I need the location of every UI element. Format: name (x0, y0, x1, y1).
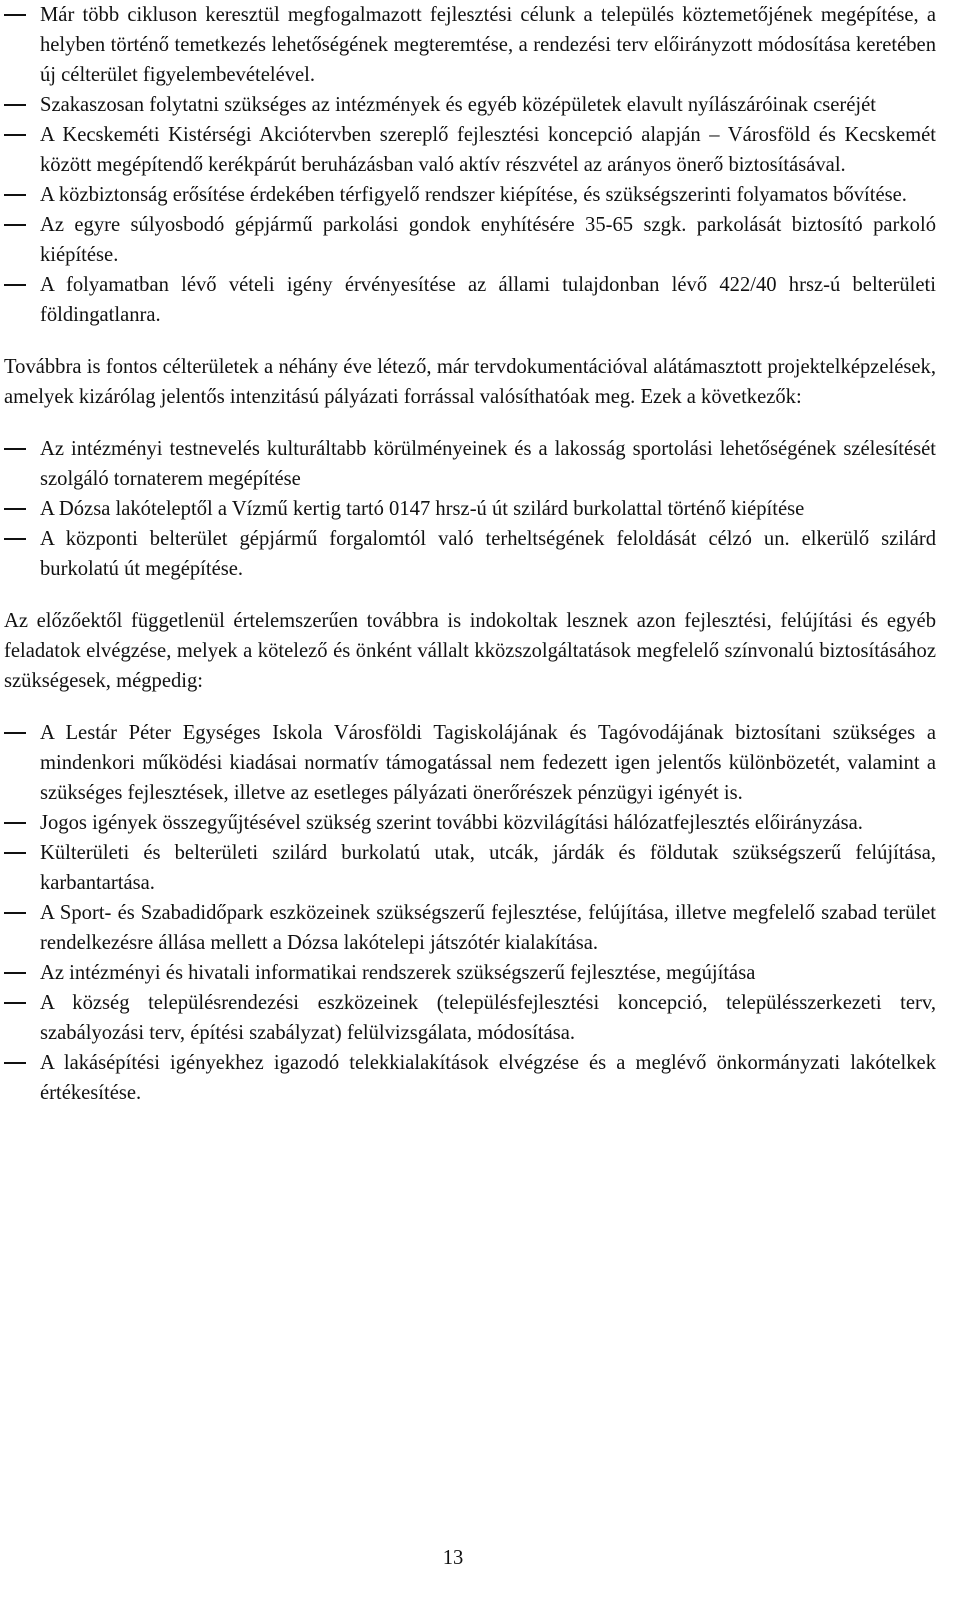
spacer (4, 330, 936, 352)
list-item-text: Az intézményi és hivatali informatikai rendszerek szükségszerű fejlesztése, megújítása (40, 962, 756, 984)
list-item (4, 898, 936, 958)
list-item-text: A központi belterület gépjármű forgalomtól való terheltségének feloldását célzó un. elkerülő szilárd burkolatú út megépítése. (40, 528, 936, 580)
list-item (4, 988, 936, 1048)
list-item-text: A folyamatban lévő vételi igény érvényesítése az állami tulajdonban lévő 422/40 hrsz-ú belterületi földingatlanra. (40, 274, 936, 326)
list-item-text: A Dózsa lakóteleptől a Vízmű kertig tartó 0147 hrsz-ú út szilárd burkolattal történő kiépítése (40, 498, 805, 520)
list-item (4, 270, 936, 330)
dash-bullet-icon (4, 284, 26, 286)
dash-bullet-icon (4, 822, 26, 824)
list-item-text: Már több cikluson keresztül megfogalmazott fejlesztési célunk a település köztemetőjének megépítése, a helyben történő temetkezés lehetőségének megteremtése, a rendezési terv előirányzott módosítása keretében új célterület figyelembevételével. (40, 4, 936, 86)
list-item-text: Külterületi és belterületi szilárd burkolatú utak, utcák, járdák és földutak szükségszerű felújítása, karbantartása. (40, 842, 936, 894)
dash-bullet-icon (4, 104, 26, 106)
dash-bullet-icon (4, 732, 26, 734)
list-item (4, 718, 936, 808)
dash-bullet-icon (4, 14, 26, 16)
list-item (4, 1048, 936, 1108)
list-item (4, 808, 936, 838)
dash-bullet-icon (4, 1002, 26, 1004)
list-item-text: A község településrendezési eszközeinek (településfejlesztési koncepció, településszerkezeti terv, szabályozási terv, építési szabályzat) felülvizsgálata, módosítása. (40, 992, 936, 1044)
project-ideas-list (4, 434, 936, 584)
list-item-text: Az egyre súlyosbodó gépjármű parkolási gondok enyhítésére 35-65 szgk. parkolását biztosító parkoló kiépítése. (40, 214, 936, 266)
list-item-text: A lakásépítési igényekhez igazodó telekkialakítások elvégzése és a meglévő önkormányzati lakótelkek értékesítése. (40, 1052, 936, 1104)
page-number: 13 (442, 1547, 464, 1569)
list-item-text: A Sport- és Szabadidőpark eszközeinek szükségszerű fejlesztése, felújítása, illetve megfelelő szabad terület rendelkezésre állása mellett a Dózsa lakótelepi játszótér kialakítása. (40, 902, 936, 954)
dash-bullet-icon (4, 972, 26, 974)
list-item (4, 434, 936, 494)
paragraph-target-areas: Továbbra is fontos célterületek a néhány éve létező, már tervdokumentációval alátámasztott projektelképzelések, amelyek kizárólag jelentős intenzitású pályázati forrással valósíthatóak meg. Ezek a következők: (4, 356, 936, 408)
dash-bullet-icon (4, 912, 26, 914)
list-item-text: A Lestár Péter Egységes Iskola Városföldi Tagiskolájának és Tagóvodájának biztosítani szükséges a mindenkori működési kiadásai normatív támogatással nem fedezett igen jelentős különbözetét, valamint a szükséges fejlesztések, illetve az esetleges pályázati önerőrészek pénzügyi igényét is. (40, 722, 936, 804)
list-item (4, 180, 936, 210)
list-item-text: A Kecskeméti Kistérségi Akciótervben szereplő fejlesztési koncepció alapján – Városföld és Kecskemét között megépítendő kerékpárút beruházásban való aktív részvétel az arányos önerő biztosításával. (40, 124, 936, 176)
list-item (4, 524, 936, 584)
dash-bullet-icon (4, 1062, 26, 1064)
document-page (4, 0, 936, 1604)
dash-bullet-icon (4, 194, 26, 196)
spacer (4, 412, 936, 434)
list-item-text: Az intézményi testnevelés kulturáltabb körülményeinek és a lakosság sportolási lehetőségének szélesítését szolgáló tornaterem megépítése (40, 438, 936, 490)
paragraph-further-tasks: Az előzőektől függetlenül értelemszerűen továbbra is indokoltak lesznek azon fejlesztési, felújítási és egyéb feladatok elvégzése, melyek a kötelező és önként vállalt kközszolgáltatások megfelelő színvonalú biztosításához szükségesek, mégpedig: (4, 610, 936, 692)
dash-bullet-icon (4, 852, 26, 854)
development-goals-list (4, 0, 936, 330)
list-item-text: A közbiztonság erősítése érdekében térfigyelő rendszer kiépítése, és szükségszerinti folyamatos bővítése. (40, 184, 907, 206)
list-item (4, 0, 936, 90)
list-item (4, 210, 936, 270)
maintenance-tasks-list (4, 718, 936, 1108)
list-item (4, 494, 936, 524)
list-item (4, 120, 936, 180)
spacer (4, 584, 936, 606)
list-item (4, 958, 936, 988)
list-item-text: Szakaszosan folytatni szükséges az intézmények és egyéb középületek elavult nyílászáróinak cseréjét (40, 94, 876, 116)
dash-bullet-icon (4, 538, 26, 540)
page-content (4, 0, 936, 1108)
spacer (4, 696, 936, 718)
list-item (4, 90, 936, 120)
dash-bullet-icon (4, 134, 26, 136)
list-item-text: Jogos igények összegyűjtésével szükség szerint további közvilágítási hálózatfejlesztés előirányzása. (40, 812, 863, 834)
dash-bullet-icon (4, 448, 26, 450)
dash-bullet-icon (4, 508, 26, 510)
dash-bullet-icon (4, 224, 26, 226)
list-item (4, 838, 936, 898)
